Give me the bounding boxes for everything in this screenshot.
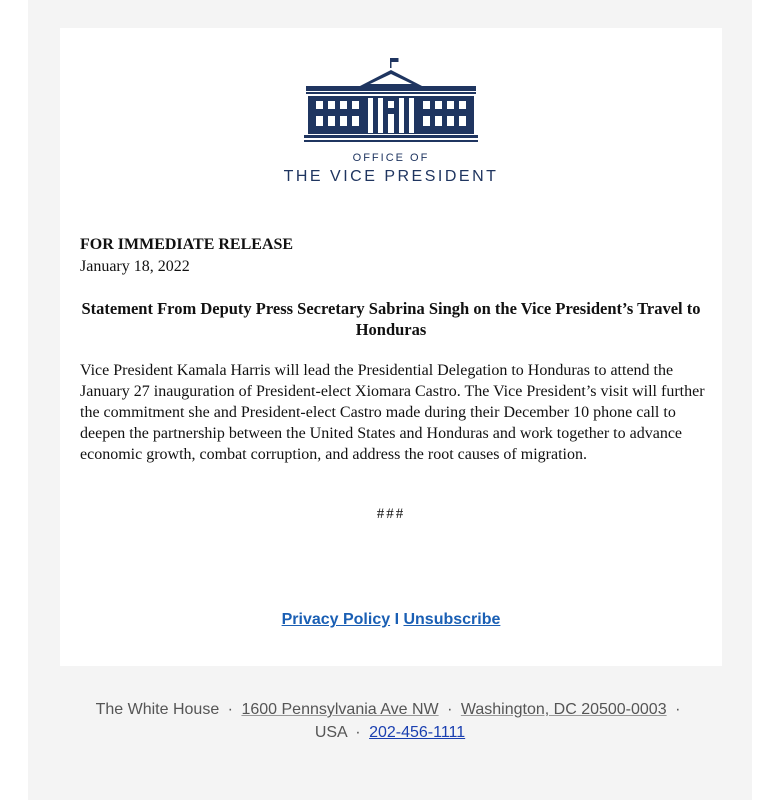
address-line-1 <box>28 698 752 721</box>
statement-body: Vice President Kamala Harris will lead the Presidential Delegation to Honduras to attend the January 27 inauguration of President-elect Xiomara Castro. The Vice President’s visit will further the commitment she and President-elect Castro made during their December 10 phone call to deepen the partnership between the United States and Honduras and work together to advance economic growth, combat corruption, and address the root causes of migration. <box>80 362 705 463</box>
release-date: January 18, 2022 <box>80 258 190 275</box>
end-mark: ### <box>376 506 406 522</box>
address-line-2 <box>28 721 752 744</box>
separator-dot: · <box>355 724 361 741</box>
org-name: The White House <box>95 701 220 718</box>
statement-headline: Statement From Deputy Press Secretary Sabrina Singh on the Vice President’s Travel to Honduras <box>81 299 701 339</box>
unsubscribe-link[interactable]: Unsubscribe <box>403 611 501 628</box>
separator-dot: · <box>227 701 233 718</box>
country: USA <box>314 724 347 741</box>
street-address: 1600 Pennsylvania Ave NW <box>241 701 439 718</box>
city-address: Washington, DC 20500-0003 <box>460 701 667 718</box>
email-card <box>60 28 722 666</box>
privacy-policy-link[interactable]: Privacy Policy <box>281 611 391 628</box>
phone-link[interactable]: 202-456-1111 <box>369 724 466 741</box>
office-title: THE VICE PRESIDENT <box>283 168 499 185</box>
link-separator: I <box>394 611 400 628</box>
separator-dot: · <box>447 701 453 718</box>
release-label: FOR IMMEDIATE RELEASE <box>80 236 294 253</box>
address-footer <box>28 698 752 744</box>
separator-dot: · <box>675 701 681 718</box>
footer-links <box>60 611 722 629</box>
email-background <box>28 0 752 800</box>
office-of-label: OFFICE OF <box>352 152 430 164</box>
